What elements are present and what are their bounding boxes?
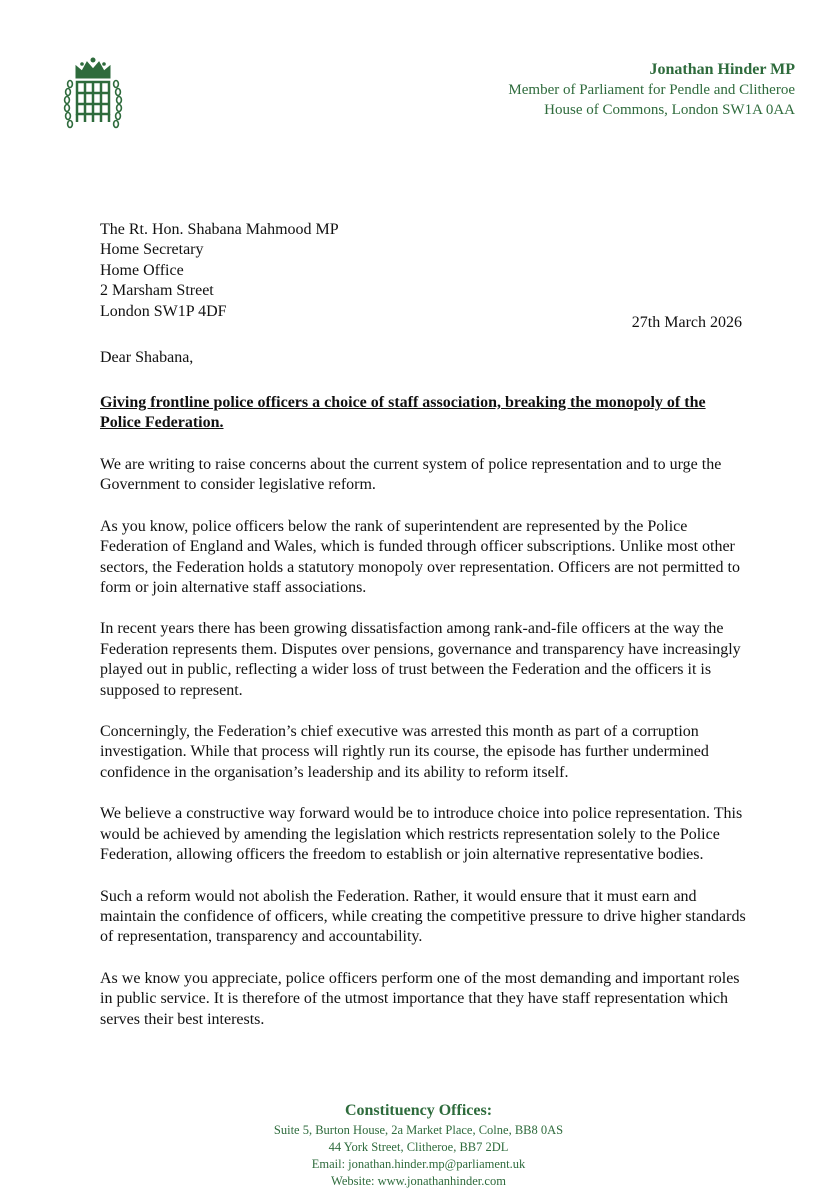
footer-title: Constituency Offices: bbox=[344, 1102, 493, 1119]
salutation: Dear Shabana, bbox=[100, 349, 194, 366]
subject-line: Giving frontline police officers a choice of staff association, breaking the monopoly of the Police Federation. bbox=[100, 394, 706, 432]
body-paragraph: As we know you appreciate, police officers perform one of the most demanding and important roles in public service. It is therefore of the utmost importance that they have staff representation which serves their best interests. bbox=[100, 969, 740, 1028]
recipient-address bbox=[100, 220, 339, 322]
body-paragraph: Such a reform would not abolish the Federation. Rather, it would ensure that it must earn and maintain the confidence of officers, while creating the competitive pressure to drive higher standards of representation, transparency and accountability. bbox=[100, 887, 746, 946]
mp-name: Jonathan Hinder MP bbox=[649, 61, 795, 78]
recipient-line: London SW1P 4DF bbox=[100, 302, 227, 320]
portcullis-crown-icon bbox=[62, 56, 124, 134]
body-paragraph: Concerningly, the Federation’s chief executive was arrested this month as part of a corruption investigation. While that process will rightly run its course, the episode has further undermined confidence in the organisation’s leadership and its ability to reform itself. bbox=[100, 723, 709, 781]
body-paragraph: As you know, police officers below the rank of superintendent are represented by the Police Federation of England and Wales, which is funded through officer subscriptions. Unlike most other sectors, the Federation holds a statutory monopoly over representation. Officers are not permitted to form or join alternative staff associations. bbox=[100, 517, 740, 597]
recipient-line: 2 Marsham Street bbox=[100, 282, 214, 300]
body-paragraph: We believe a constructive way forward would be to introduce choice into police representation. This would be achieved by amending the legislation which restricts representation solely to the Police Federation, allowing officers the freedom to establish or join alternative representative bodies. bbox=[100, 805, 743, 864]
body-paragraph: In recent years there has been growing dissatisfaction among rank-and-file officers at the way the Federation represents them. Disputes over pensions, governance and transparency have increasingly played out in public, reflecting a wider loss of trust between the Federation and the officers it is supposed to represent. bbox=[100, 620, 741, 699]
mp-address: House of Commons, London SW1A 0AA bbox=[544, 102, 795, 118]
recipient-line: The Rt. Hon. Shabana Mahmood MP bbox=[100, 221, 339, 238]
mp-role: Member of Parliament for Pendle and Clitheroe bbox=[508, 82, 795, 98]
letter-body bbox=[100, 455, 750, 1051]
footer-email: Email: jonathan.hinder.mp@parliament.uk bbox=[311, 1157, 526, 1171]
footer-website: Website: www.jonathanhinder.com bbox=[331, 1174, 506, 1188]
recipient-line: Home Office bbox=[100, 261, 184, 279]
footer-office-clitheroe: 44 York Street, Clitheroe, BB7 2DL bbox=[328, 1140, 509, 1154]
constituency-footer bbox=[0, 1100, 837, 1190]
body-paragraph: We are writing to raise concerns about the current system of police representation and to urge the Government to consider legislative reform. bbox=[100, 456, 722, 494]
letterhead bbox=[508, 60, 795, 120]
recipient-line: Home Secretary bbox=[100, 241, 204, 259]
footer-office-colne: Suite 5, Burton House, 2a Market Place, Colne, BB8 0AS bbox=[273, 1123, 564, 1137]
letter-date: 27th March 2026 bbox=[631, 314, 742, 331]
